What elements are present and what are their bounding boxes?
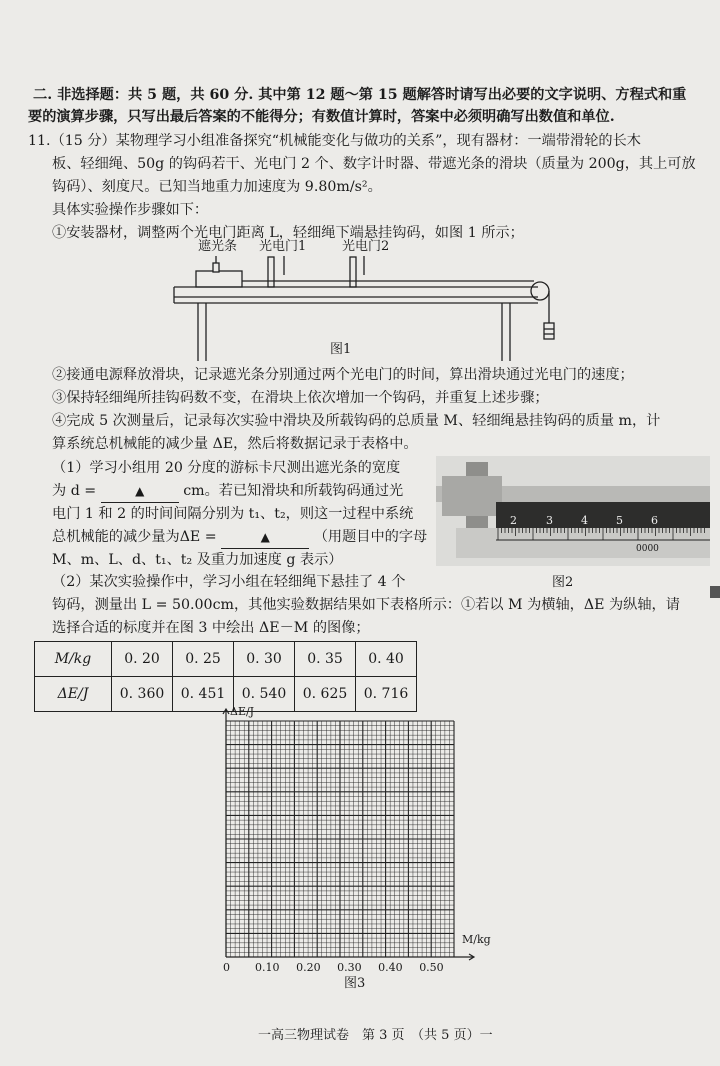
table-row-label: M/kg: [35, 642, 112, 677]
table-cell: 0. 451: [173, 677, 234, 712]
x-tick-label: 0: [223, 961, 230, 974]
label-photogate-2: 光电门2: [342, 239, 390, 254]
label-shade-strip: 遮光条: [198, 239, 238, 254]
x-tick-label: 0.10: [255, 961, 280, 974]
table-cell: 0. 360: [112, 677, 173, 712]
scale-number-6: 6: [651, 514, 658, 527]
step-1: ①安装器材，调整两个光电门距离 L，轻细绳下端悬挂钩码，如图 1 所示；: [52, 225, 524, 241]
vernier-marking: 0000: [636, 544, 659, 554]
figure-3-chart: [200, 705, 500, 995]
table-cell: 0. 40: [356, 642, 417, 677]
part1-line4: 总机械能的减少量为ΔE = ▲ （用题目中的字母: [52, 526, 427, 549]
table-cell: 0. 540: [234, 677, 295, 712]
part1-line5: M、m、L、d、t₁、t₂ 及重力加速度 g 表示）: [52, 552, 343, 568]
x-tick-label: 0.30: [337, 961, 362, 974]
scale-number-5: 5: [616, 514, 623, 527]
question-line2: 板、轻细绳、50g 的钩码若干、光电门 2 个、数字计时器、带遮光条的滑块（质量为 200g，其上可放: [52, 156, 696, 172]
part1-line3: 电门 1 和 2 的时间间隔分别为 t₁、t₂，则这一过程中系统: [52, 506, 414, 522]
step-4a: ④完成 5 次测量后，记录每次实验中滑块及所载钩码的总质量 M、轻细绳悬挂钩码的质量 m，计: [52, 413, 661, 429]
step-4b: 算系统总机械能的减少量 ΔE，然后将数据记录于表格中。: [52, 436, 418, 452]
page-footer: 一高三物理试卷 第 3 页 （共 5 页）一: [258, 1028, 493, 1043]
question-line1: 11.（15 分）某物理学习小组准备探究“机械能变化与做功的关系”，现有器材：一端带滑轮的长木: [28, 133, 641, 149]
x-tick-label: 0.50: [419, 961, 444, 974]
part1-line2: 为 d = ▲ cm。若已知滑块和所载钩码通过光: [52, 480, 403, 503]
x-tick-label: 0.40: [378, 961, 403, 974]
data-table: [34, 641, 417, 712]
answer-blank-d[interactable]: ▲: [101, 480, 179, 503]
apparatus-drawing: [168, 251, 568, 361]
caliper-drawing: [436, 456, 710, 566]
figure-2-caption: 图2: [552, 575, 574, 590]
table-cell: 0. 625: [295, 677, 356, 712]
table-row: [35, 642, 417, 677]
y-axis-label: ΔE/J: [230, 705, 255, 718]
table-cell: 0. 716: [356, 677, 417, 712]
question-line3: 钩码）、刻度尺。已知当地重力加速度为 9.80m/s²。: [52, 179, 382, 195]
table-cell: 0. 20: [112, 642, 173, 677]
figure-3-caption: 图3: [344, 976, 366, 991]
scale-number-2: 2: [510, 514, 517, 527]
table-row-label: ΔE/J: [35, 677, 112, 712]
part2-line3: 选择合适的标度并在图 3 中绘出 ΔE－M 的图像；: [52, 620, 370, 636]
x-tick-label: 0.20: [296, 961, 321, 974]
step-3: ③保持轻细绳所挂钩码数不变，在滑块上依次增加一个钩码，并重复上述步骤；: [52, 390, 549, 406]
label-photogate-1: 光电门1: [259, 239, 307, 254]
question-line4: 具体实验操作步骤如下：: [52, 202, 209, 218]
table-cell: 0. 30: [234, 642, 295, 677]
part2-line2: 钩码，测量出 L = 50.00cm，其他实验数据结果如下表格所示：①若以 M 为横轴，ΔE 为纵轴，请: [52, 597, 680, 613]
answer-blank-delta-e[interactable]: ▲: [221, 526, 309, 549]
part1-line1: （1）学习小组用 20 分度的游标卡尺测出遮光条的宽度: [52, 460, 401, 476]
section-header-line2: 要的演算步骤，只写出最后答案的不能得分；有数值计算时，答案中必须明确写出数值和单位.: [28, 109, 615, 125]
section-header-line1: 二. 非选择题：共 5 题，共 60 分. 其中第 12 题～第 15 题解答时请写出必要的文字说明、方程式和重: [33, 87, 687, 103]
table-cell: 0. 25: [173, 642, 234, 677]
table-cell: 0. 35: [295, 642, 356, 677]
x-axis-label: M/kg: [462, 933, 491, 946]
figure-1: [168, 235, 568, 360]
figure-1-caption: 图1: [330, 342, 352, 357]
graph-grid[interactable]: [200, 705, 500, 965]
scale-number-4: 4: [581, 514, 588, 527]
figure-2-caliper-photo: [436, 456, 710, 566]
page-edge-tab: [710, 586, 720, 598]
scale-number-3: 3: [546, 514, 553, 527]
step-2: ②接通电源释放滑块，记录遮光条分别通过两个光电门的时间，算出滑块通过光电门的速度；: [52, 367, 634, 383]
part2-line1: （2）某次实验操作中，学习小组在轻细绳下悬挂了 4 个: [52, 574, 406, 590]
